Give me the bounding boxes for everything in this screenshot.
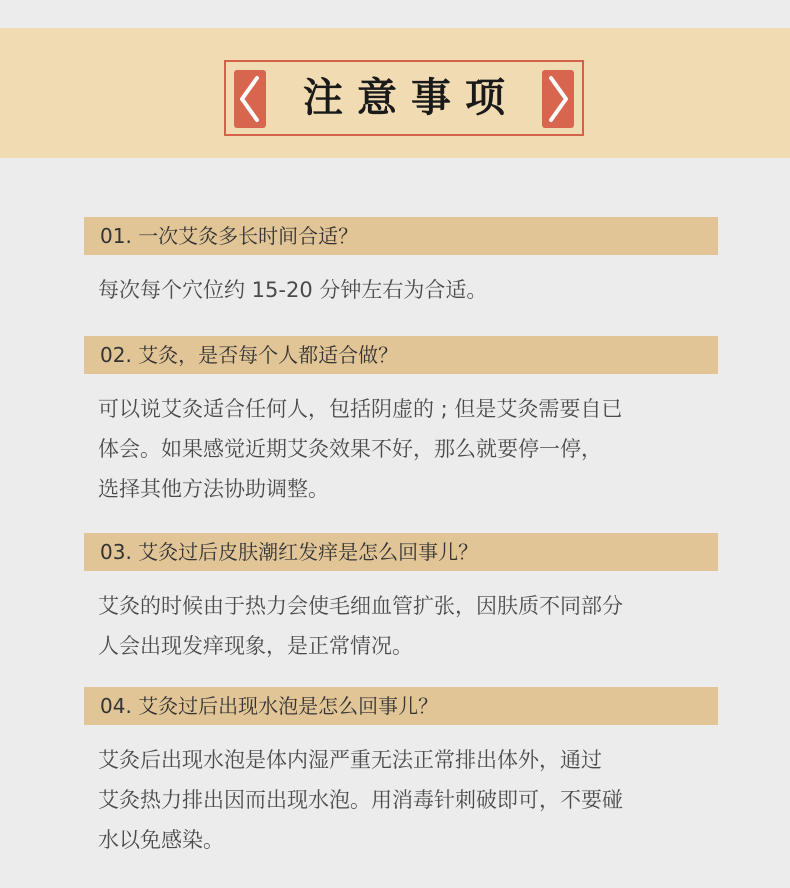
faq-answer-line: 选择其他方法协助调整。 — [98, 477, 329, 501]
title-frame — [224, 60, 584, 136]
faq-answer-line: 人会出现发痒现象，是正常情况。 — [98, 634, 413, 658]
faq-answer-1 — [98, 270, 718, 310]
page-title: 注意事项 — [303, 74, 519, 121]
faq-answer-line: 艾灸后出现水泡是体内湿严重无法正常排出体外，通过 — [98, 748, 602, 772]
faq-answer-line: 水以免感染。 — [98, 828, 224, 852]
chevron-left-icon — [234, 70, 266, 128]
faq-question-4: 04. 艾灸过后出现水泡是怎么回事儿？ — [84, 687, 718, 725]
faq-answer-line: 可以说艾灸适合任何人，包括阴虚的 ; 但是艾灸需要自已 — [98, 397, 623, 421]
faq-question-1: 01. 一次艾灸多长时间合适？ — [84, 217, 718, 255]
faq-answer-line: 体会。如果感觉近期艾灸效果不好，那么就要停一停， — [98, 437, 602, 461]
faq-answer-line: 艾灸热力排出因而出现水泡。用消毒针刺破即可，不要碰 — [98, 788, 623, 812]
faq-question-2: 02. 艾灸，是否每个人都适合做？ — [84, 336, 718, 374]
faq-answer-line: 艾灸的时候由于热力会使毛细血管扩张，因肤质不同部分 — [98, 594, 623, 618]
top-margin — [0, 0, 790, 28]
header-band — [0, 28, 790, 158]
chevron-right-icon — [542, 70, 574, 128]
faq-question-3: 03. 艾灸过后皮肤潮红发痒是怎么回事儿？ — [84, 533, 718, 571]
faq-answer-line: 每次每个穴位约 15-20 分钟左右为合适。 — [98, 278, 488, 302]
faq-answer-3 — [98, 586, 718, 666]
faq-answer-4 — [98, 740, 718, 860]
faq-answer-2 — [98, 389, 718, 509]
